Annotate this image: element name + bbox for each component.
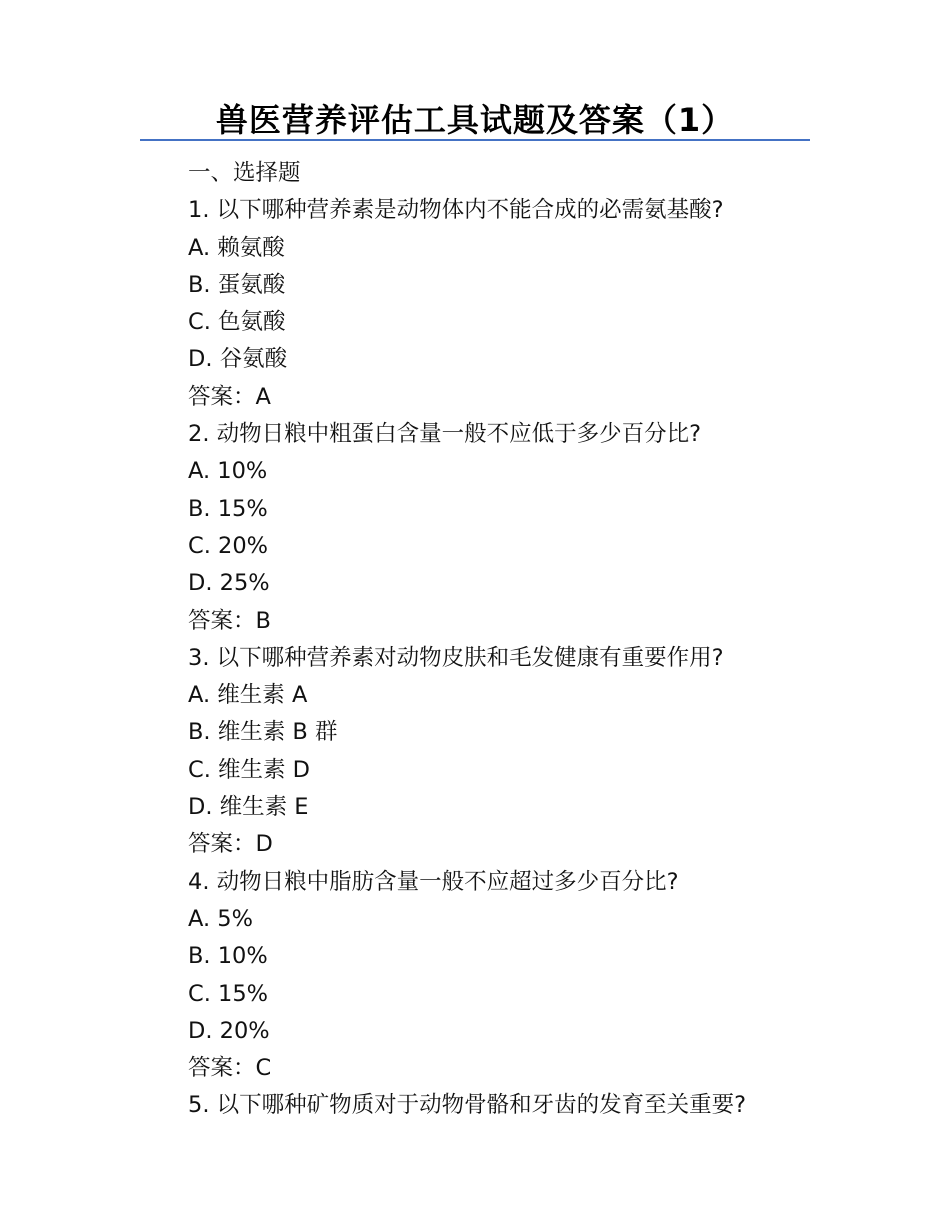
option-line: B. 维生素 B 群 [188, 719, 338, 746]
option-line: C. 色氨酸 [188, 309, 286, 336]
answer-line: 答案：D [188, 831, 273, 858]
option-line: C. 维生素 D [188, 756, 310, 783]
question-4: 4. 动物日粮中脂肪含量一般不应超过多少百分比? [188, 868, 679, 895]
option-line: B. 蛋氨酸 [188, 271, 286, 298]
option-line: D. 谷氨酸 [188, 346, 288, 373]
answer-line: 答案：A [188, 383, 271, 410]
question-2: 2. 动物日粮中粗蛋白含量一般不应低于多少百分比? [188, 421, 702, 448]
option-line: B. 10% [188, 943, 268, 970]
option-line: A. 赖氨酸 [188, 234, 285, 261]
answer-line: 答案：C [188, 1055, 272, 1082]
question-3: 3. 以下哪种营养素对动物皮肤和毛发健康有重要作用? [188, 644, 724, 671]
option-line: A. 维生素 A [188, 682, 308, 709]
answer-line: 答案：B [188, 607, 271, 634]
option-line: A. 10% [188, 458, 268, 485]
option-line: D. 25% [188, 570, 270, 597]
option-line: D. 维生素 E [188, 794, 309, 821]
option-line: B. 15% [188, 495, 268, 522]
title-underline [140, 139, 810, 141]
question-list [188, 155, 888, 1125]
option-line: C. 15% [188, 980, 269, 1007]
option-line: C. 20% [188, 532, 269, 559]
question-1: 1. 以下哪种营养素是动物体内不能合成的必需氨基酸? [188, 197, 724, 224]
question-5: 5. 以下哪种矿物质对于动物骨骼和牙齿的发育至关重要? [188, 1092, 747, 1119]
option-line: D. 20% [188, 1017, 270, 1044]
section-heading: 一、选择题 [188, 160, 301, 186]
document-title: 兽医营养评估工具试题及答案（1） [215, 101, 735, 139]
option-line: A. 5% [188, 905, 253, 932]
